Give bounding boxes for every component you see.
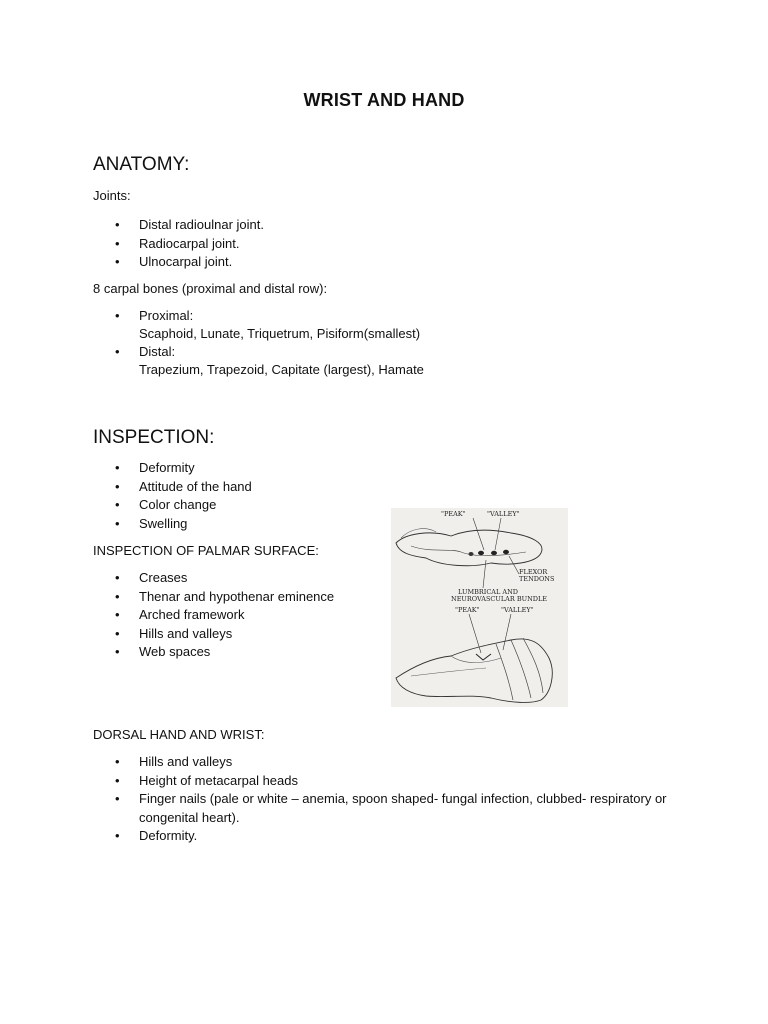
list-item: • Hills and valleys xyxy=(93,753,683,772)
list-item: • Height of metacarpal heads xyxy=(93,772,683,791)
list-item xyxy=(93,307,683,343)
list-item: • Distal radioulnar joint. xyxy=(93,216,683,235)
list-item: • Attitude of the hand xyxy=(93,478,383,497)
list-item xyxy=(93,343,683,379)
list-item: • Deformity. xyxy=(93,827,683,846)
list-item: • Swelling xyxy=(93,515,383,534)
carpal-row-label: • Proximal: xyxy=(139,308,194,323)
carpal-row-bones: Scaphoid, Lunate, Triquetrum, Pisiform(smallest) xyxy=(139,326,421,341)
inspection-list xyxy=(93,459,383,533)
list-item: • Deformity xyxy=(93,459,383,478)
carpal-row-label: • Distal: xyxy=(139,344,176,359)
list-item: • Web spaces xyxy=(93,643,383,662)
list-item: • Radiocarpal joint. xyxy=(93,235,683,254)
hand-illustration xyxy=(391,508,568,707)
list-item: • Thenar and hypothenar eminence xyxy=(93,588,383,607)
peak-label-bottom: "PEAK" xyxy=(455,606,480,614)
valley-label-bottom: "VALLEY" xyxy=(501,606,534,614)
joints-list xyxy=(93,216,683,272)
carpal-label: 8 carpal bones (proximal and distal row): xyxy=(93,281,328,296)
joints-label: Joints: xyxy=(93,188,131,203)
list-item: • Creases xyxy=(93,569,383,588)
dorsal-list xyxy=(93,753,683,846)
list-item: • Finger nails (pale or white – anemia, spoon shaped- fungal infection, clubbed- respiratory or congenital heart). xyxy=(93,790,683,827)
list-item: • Hills and valleys xyxy=(93,625,383,644)
page-title: WRIST AND HAND xyxy=(303,90,465,110)
carpal-row-bones: Trapezium, Trapezoid, Capitate (largest), Hamate xyxy=(139,362,424,377)
palmar-list xyxy=(93,569,383,662)
lumbrical-label: LUMBRICAL AND xyxy=(458,588,518,596)
valley-label: "VALLEY" xyxy=(487,510,520,518)
palmar-label: INSPECTION OF PALMAR SURFACE: xyxy=(93,543,319,558)
flexor-label: FLEXOR xyxy=(519,568,548,576)
hand-drawing xyxy=(391,508,568,707)
anatomy-heading: ANATOMY: xyxy=(93,154,190,175)
list-item: • Color change xyxy=(93,496,383,515)
list-item: • Arched framework xyxy=(93,606,383,625)
neurovascular-label: NEUROVASCULAR BUNDLE xyxy=(451,595,548,603)
inspection-heading: INSPECTION: xyxy=(93,427,215,448)
tendons-label: TENDONS xyxy=(519,575,555,583)
carpal-list xyxy=(93,307,683,379)
peak-label: "PEAK" xyxy=(441,510,466,518)
list-item: • Ulnocarpal joint. xyxy=(93,253,683,272)
dorsal-label: DORSAL HAND AND WRIST: xyxy=(93,727,265,742)
